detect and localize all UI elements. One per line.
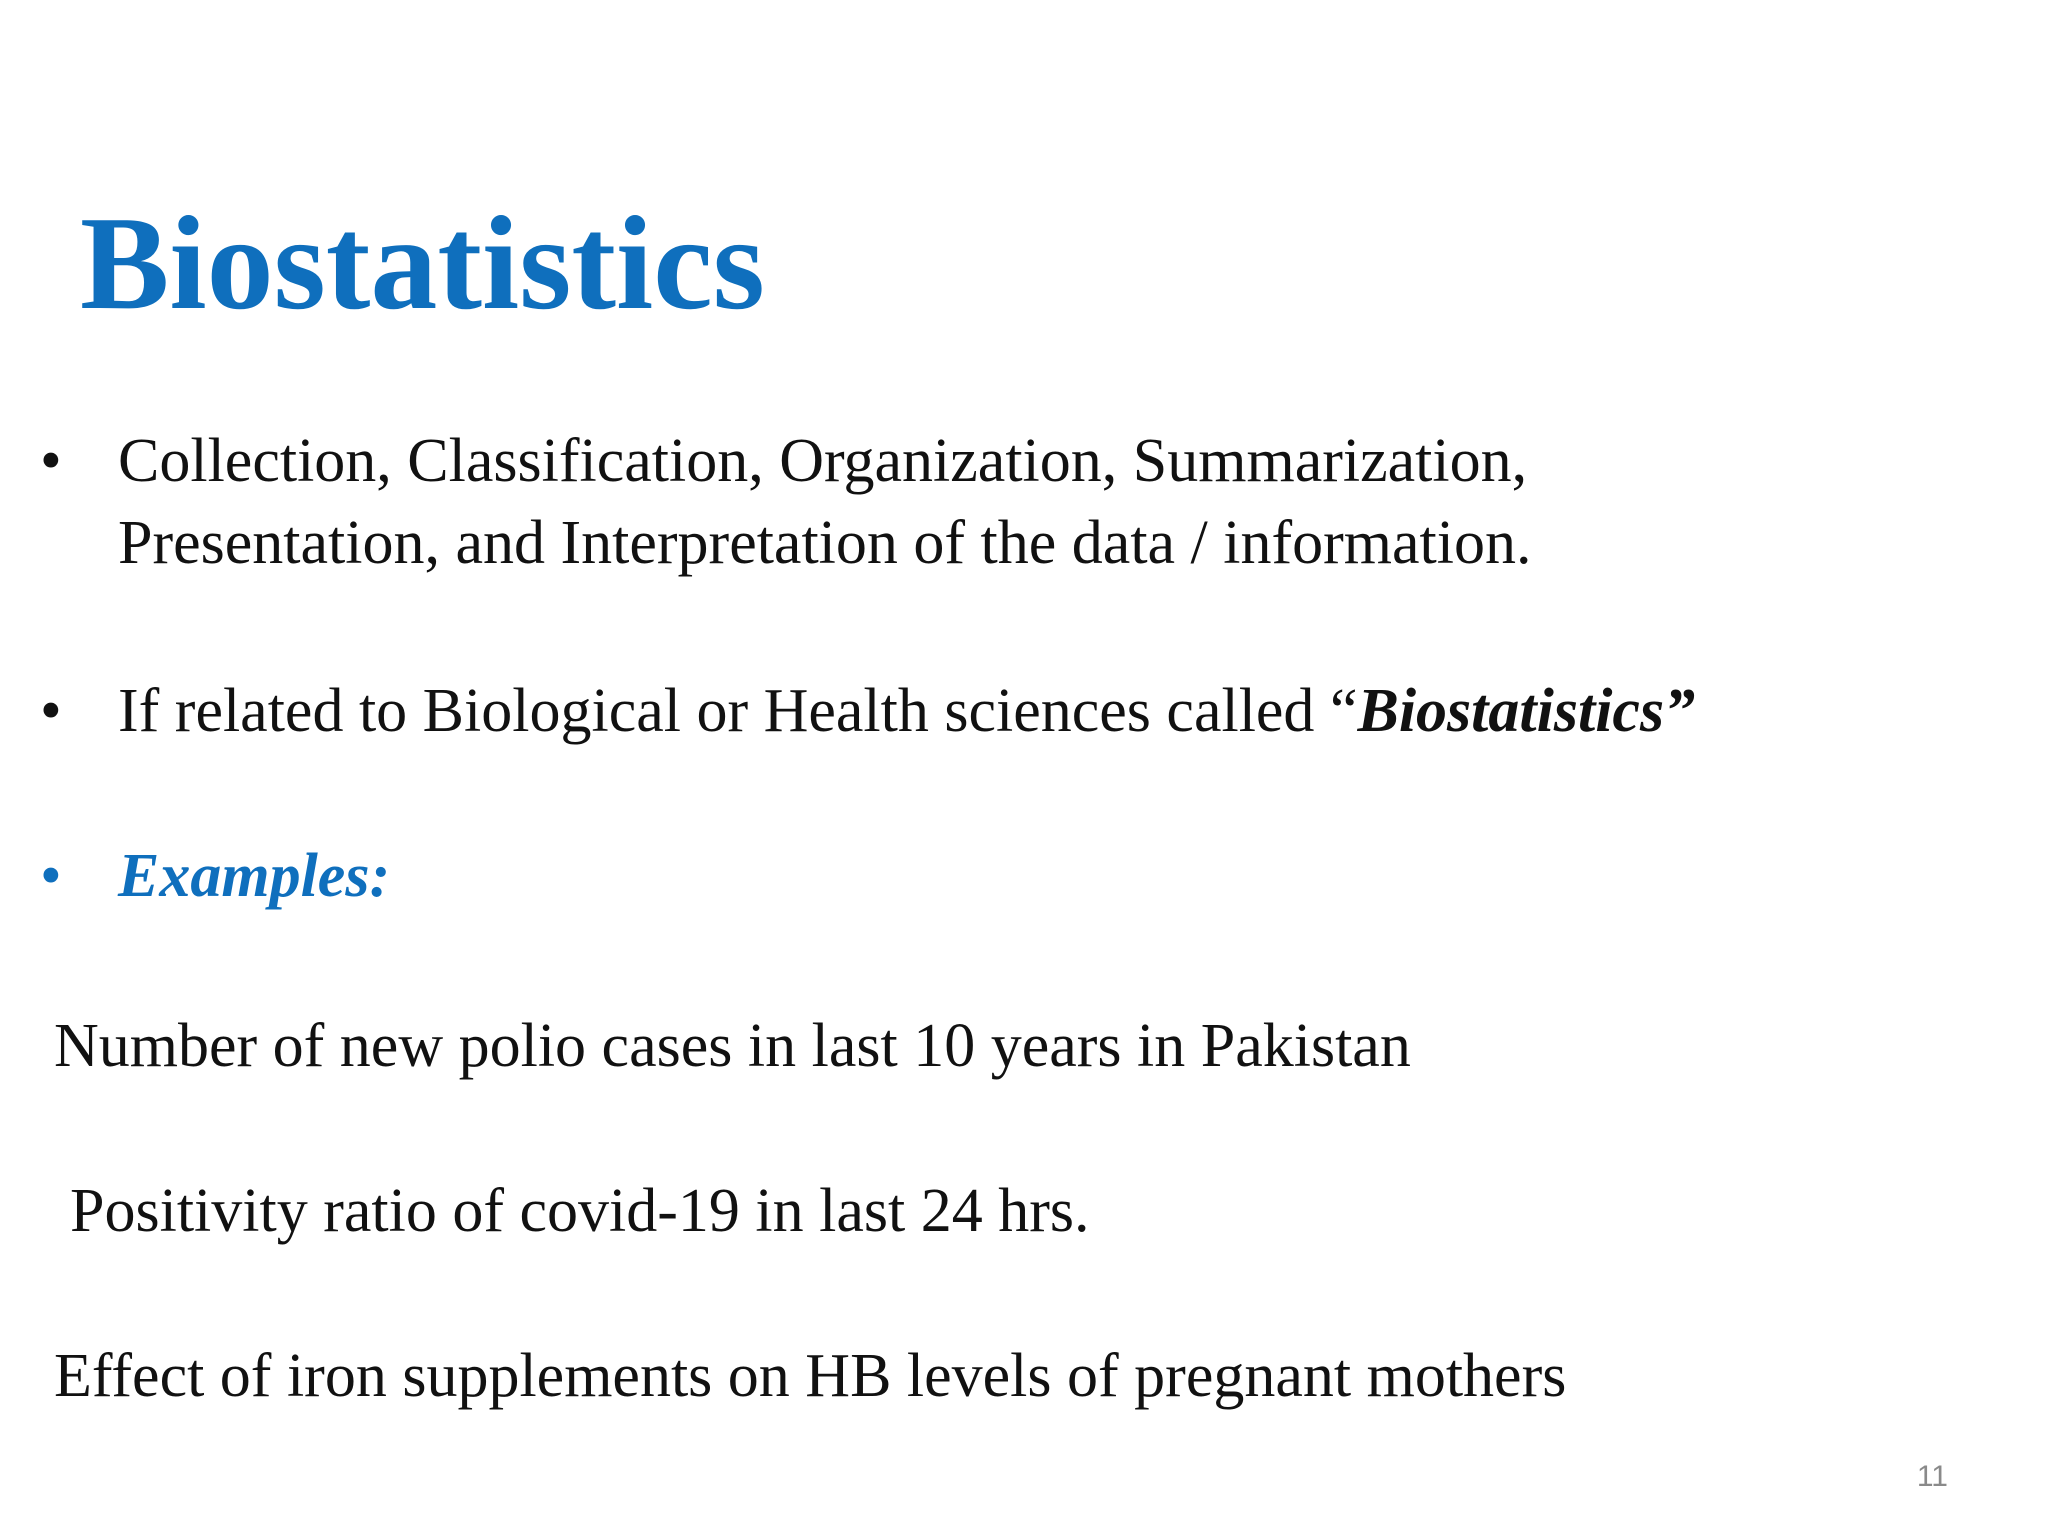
bullet-line-1: Collection, Classification, Organization, Summarization, — [118, 427, 1528, 495]
bullet-dot: • — [40, 427, 62, 495]
quote-close: ” — [1664, 677, 1696, 745]
bullet-line-2: Presentation, and Interpretation of the data / information. — [118, 509, 1532, 577]
bullet-dot: • — [40, 677, 62, 745]
bullet-prefix: If related to Biological or Health sciences called — [118, 677, 1330, 745]
page-number: 11 — [1916, 1460, 1948, 1493]
example-item: Positivity ratio of covid-19 in last 24 hrs. — [70, 1177, 1090, 1245]
bullet-text — [118, 670, 1695, 752]
example-item: Effect of iron supplements on HB levels of pregnant mothers — [54, 1342, 1567, 1410]
quote-open: “ — [1329, 677, 1358, 745]
example-item: Number of new polio cases in last 10 years in Pakistan — [54, 1012, 1411, 1080]
slide-title: Biostatistics — [80, 189, 765, 337]
bullet-emphasis: Biostatistics — [1357, 677, 1665, 745]
bullet-dot: • — [40, 842, 62, 910]
examples-label: Examples: — [118, 842, 391, 910]
bullet-text — [118, 420, 1532, 584]
